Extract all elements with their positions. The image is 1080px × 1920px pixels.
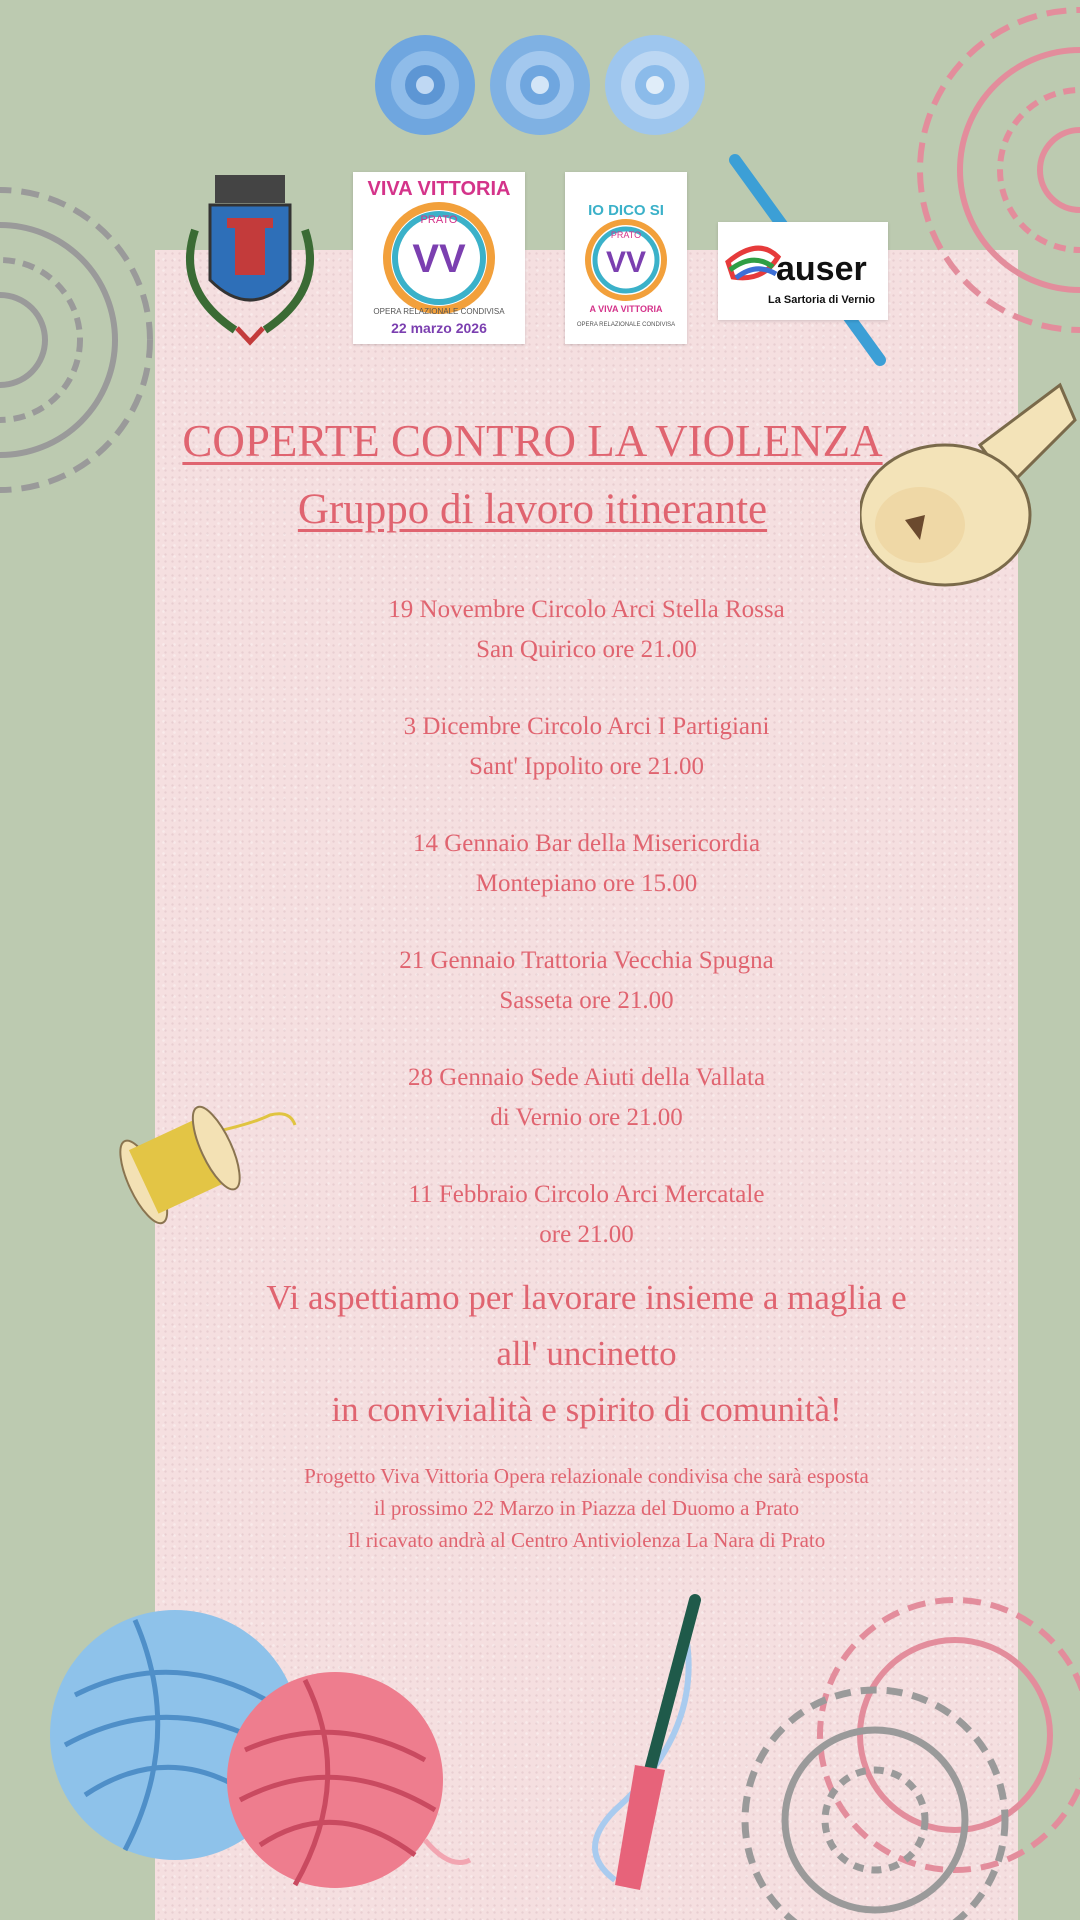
io-dico-si-caption: OPERA RELAZIONALE CONDIVISA	[576, 322, 676, 328]
event-item	[155, 941, 1018, 1021]
viva-vittoria-date: 22 marzo 2026	[391, 320, 487, 336]
event-title: 11 Febbraio Circolo Arci Mercatale	[408, 1181, 765, 1208]
event-details: Sant' Ippolito ore 21.00	[468, 753, 705, 780]
invite-message	[185, 1270, 988, 1438]
event-title: 19 Novembre Circolo Arci Stella Rossa	[388, 596, 785, 623]
event-details: di Vernio ore 21.00	[490, 1104, 683, 1131]
grey-doily-icon	[0, 150, 200, 530]
io-dico-si-line2: A VIVA VITTORIA	[589, 304, 663, 314]
invite-line: Vi aspettiamo per lavorare insieme a maglia e	[266, 1278, 907, 1317]
io-dico-si-logo	[565, 172, 687, 344]
viva-vittoria-city: PRATO	[420, 214, 458, 226]
note-line: Progetto Viva Vittoria Opera relazionale condivisa che sarà esposta	[304, 1464, 869, 1488]
svg-text:VV: VV	[412, 237, 466, 281]
invite-line: in convivialità e spirito di comunità!	[331, 1390, 842, 1429]
flower-doily-icon	[600, 30, 710, 140]
flower-doily-icon	[485, 30, 595, 140]
viva-vittoria-subtitle: OPERA RELAZIONALE CONDIVISA	[373, 307, 505, 316]
pink-doily-icon	[905, 0, 1080, 370]
event-title: 3 Dicembre Circolo Arci I Partigiani	[403, 713, 770, 740]
invite-line: all' uncinetto	[496, 1334, 677, 1373]
auser-logo	[718, 222, 888, 320]
event-item	[155, 590, 1018, 670]
event-title: 14 Gennaio Bar della Misericordia	[412, 830, 761, 857]
auser-name: auser	[776, 250, 867, 288]
event-details: Sasseta ore 21.00	[499, 987, 674, 1014]
project-note	[170, 1460, 1003, 1556]
event-details: ore 21.00	[539, 1221, 634, 1248]
note-line: il prossimo 22 Marzo in Piazza del Duomo a Prato	[373, 1496, 800, 1520]
event-details: San Quirico ore 21.00	[476, 636, 697, 663]
flower-doily-icon	[370, 30, 480, 140]
page-subtitle: Gruppo di lavoro itinerante	[297, 486, 768, 533]
thread-spool-icon	[110, 1085, 310, 1235]
event-title: 28 Gennaio Sede Aiuti della Vallata	[407, 1064, 766, 1091]
io-dico-si-city: PRATO	[610, 230, 642, 240]
page-title: COPERTE CONTRO LA VIOLENZA	[182, 416, 883, 466]
bottom-doily-icon	[725, 1575, 1080, 1920]
io-dico-si-line1: IO DICO SI	[588, 202, 664, 219]
svg-text:VV: VV	[605, 246, 647, 279]
viva-vittoria-logo	[353, 172, 525, 344]
event-item	[155, 824, 1018, 904]
auser-tagline: La Sartoria di Vernio	[768, 294, 875, 306]
note-line: Il ricavato andrà al Centro Antiviolenza La Nara di Prato	[347, 1528, 826, 1552]
event-title: 21 Gennaio Trattoria Vecchia Spugna	[399, 947, 774, 974]
viva-vittoria-title: VIVA VITTORIA	[367, 178, 511, 200]
event-item	[155, 707, 1018, 787]
event-details: Montepiano ore 15.00	[475, 870, 698, 897]
castle-coat-of-arms-icon	[175, 170, 325, 350]
pink-yarn-ball-icon	[225, 1670, 475, 1890]
